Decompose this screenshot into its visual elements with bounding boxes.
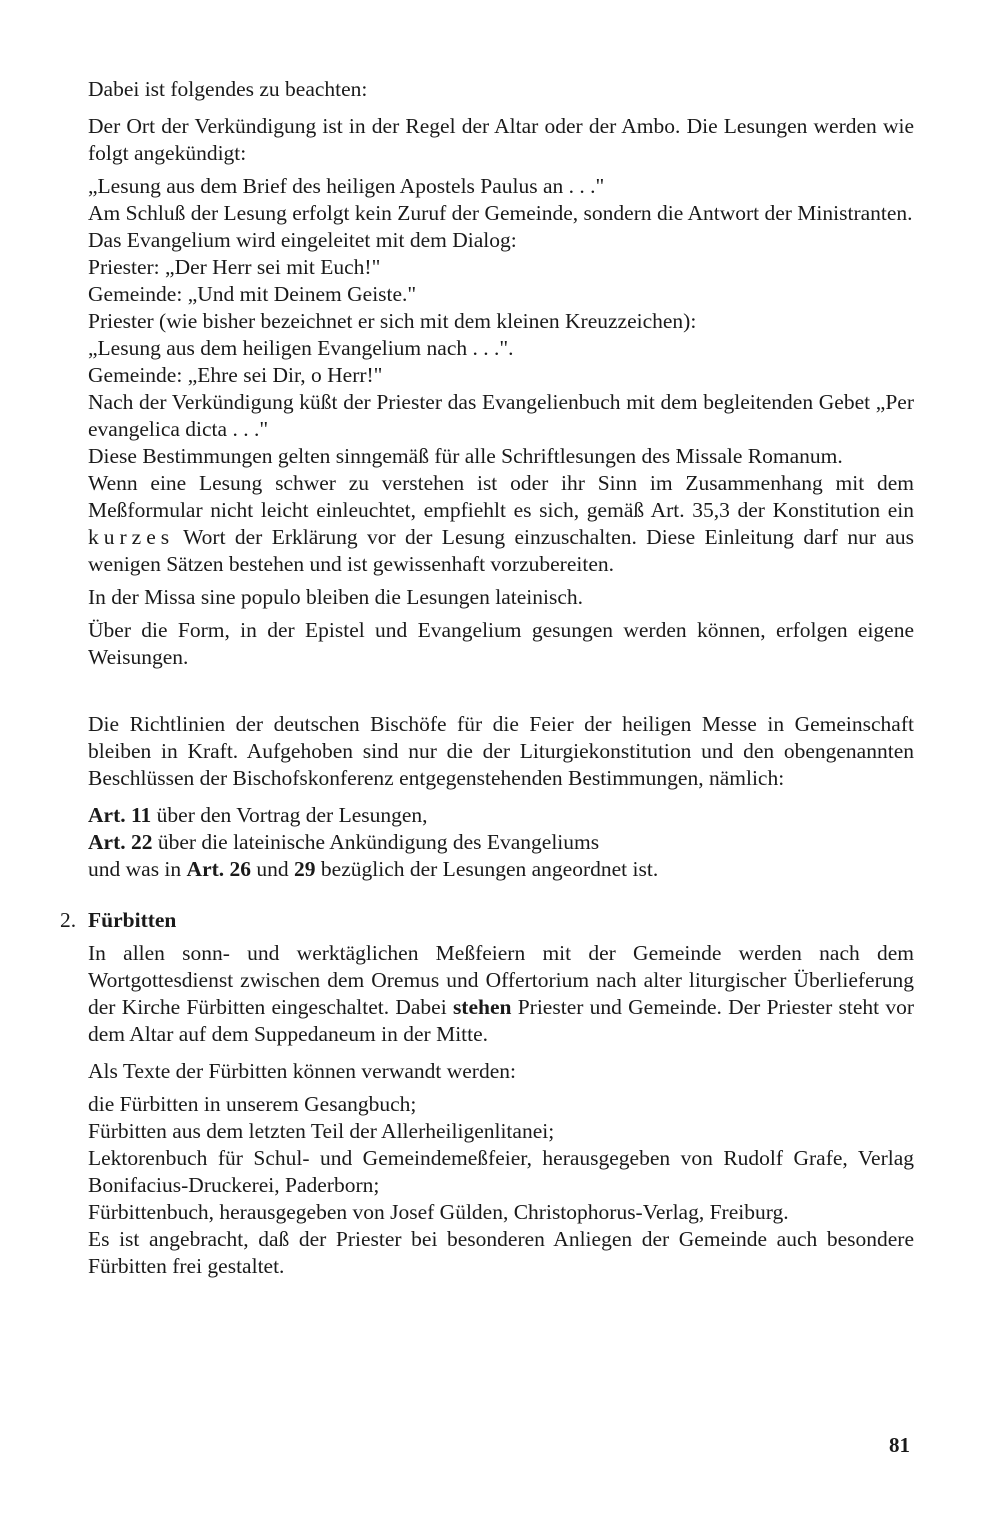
article-22 (88, 829, 914, 856)
article-line3-mid: und (251, 857, 295, 881)
list-item: Fürbittenbuch, herausgegeben von Josef Gülden, Christophorus-Verlag, Freiburg. (88, 1200, 789, 1224)
list-item: Lektorenbuch für Schul- und Gemeindemeßfeier, herausgegeben von Rudolf Grafe, Verlag Bonifacius-Druckerei, Paderborn; (88, 1146, 914, 1197)
evangelium-intro: Das Evangelium wird eingeleitet mit dem Dialog: (88, 228, 517, 252)
dialog-priester: Priester: „Der Herr sei mit Euch!" (88, 255, 381, 279)
article-11-label: Art. 11 (88, 803, 152, 827)
paragraph-fuerbitten (88, 940, 914, 1048)
list-item: die Fürbitten in unserem Gesangbuch; (88, 1092, 417, 1116)
fuerbitten-text-post: Priester und Gemeinde. Der Priester steht vor dem Altar auf dem Suppedaneum in der Mitte. (88, 995, 915, 1046)
article-line3-pre: und was in (88, 857, 187, 881)
article-22-label: Art. 22 (88, 830, 153, 854)
section-title: Fürbitten (88, 908, 177, 932)
wenn-spaced-word: kurzes (88, 525, 175, 549)
texte-intro: Als Texte der Fürbitten können verwandt werden: (88, 1059, 516, 1083)
section-heading-fuerbitten (60, 907, 914, 934)
article-line3-post: bezüglich der Lesungen angeordnet ist. (315, 857, 659, 881)
paragraph-ort: Der Ort der Verkündigung ist in der Regel der Altar oder der Ambo. Die Lesungen werden wie folgt angekündigt: (88, 114, 914, 165)
article-list (88, 802, 914, 883)
paragraph-form: Über die Form, in der Epistel und Evangelium gesungen werden können, erfolgen eigene Weisungen. (88, 618, 914, 669)
paragraph-kuss: Nach der Verkündigung küßt der Priester das Evangelienbuch mit dem begleitenden Gebet „Per evangelica dicta . . ." (88, 390, 914, 441)
paragraph-wenn (88, 470, 914, 578)
announcement-quote: „Lesung aus dem Brief des heiligen Apostels Paulus an . . ." (88, 174, 605, 198)
paragraph-richtlinien: Die Richtlinien der deutschen Bischöfe für die Feier der heiligen Messe in Gemeinschaft bleiben in Kraft. Aufgehoben sind nur die der Liturgiekonstitution und den obengenannten Beschlüssen der Bischofskonferenz entgegenstehenden Bestimmungen, nämlich: (88, 712, 914, 790)
article-22-text: über die lateinische Ankündigung des Evangeliums (152, 830, 600, 854)
article-26-label: Art. 26 (186, 857, 252, 881)
dialog-lesung: „Lesung aus dem heiligen Evangelium nach . . .". (88, 336, 514, 360)
wenn-text-post: Wort der Erklärung vor der Lesung einzuschalten. Diese Einleitung darf nur aus wenigen Sätzen bestehen und ist gewissenhaft vorzubereiten. (88, 525, 914, 576)
dialog-gemeinde-ehre: Gemeinde: „Ehre sei Dir, o Herr!" (88, 363, 383, 387)
article-11 (88, 802, 914, 829)
page-body (60, 76, 915, 1280)
fuerbitten-text-pre: In allen sonn- und werktäglichen Meßfeiern mit der Gemeinde werden nach dem Wortgottesdienst zwischen dem Oremus und Offertorium nach alter liturgischer Überlieferung der Kirche Fürbitten eingeschaltet. Dabei (88, 941, 914, 1019)
dialog-priester-kreuz: Priester (wie bisher bezeichnet er sich mit dem kleinen Kreuzzeichen): (88, 309, 697, 333)
paragraph-schluss: Am Schluß der Lesung erfolgt kein Zuruf der Gemeinde, sondern die Antwort der Ministranten. (88, 201, 913, 225)
article-11-text: über den Vortrag der Lesungen, (151, 803, 428, 827)
intro-line: Dabei ist folgendes zu beachten: (88, 77, 368, 101)
paragraph-missa: In der Missa sine populo bleiben die Lesungen lateinisch. (88, 585, 583, 609)
wenn-text-pre: Wenn eine Lesung schwer zu verstehen ist oder ihr Sinn im Zusammenhang mit dem Meßformular nicht leicht einleuchtet, empfiehlt es sich, gemäß Art. 35,3 der Konstitution ein (88, 471, 914, 522)
article-26-29 (88, 856, 914, 883)
list-item: Fürbitten aus dem letzten Teil der Allerheiligenlitanei; (88, 1119, 555, 1143)
dialog-gemeinde: Gemeinde: „Und mit Deinem Geiste." (88, 282, 417, 306)
paragraph-schluss-fuerbitten: Es ist angebracht, daß der Priester bei besonderen Anliegen der Gemeinde auch besondere Fürbitten frei gestaltet. (88, 1227, 914, 1278)
fuerbitten-bold-word: stehen (452, 995, 512, 1019)
section-number: 2. (60, 908, 77, 932)
article-29-label: 29 (294, 857, 316, 881)
page-number: 81 (889, 1433, 910, 1457)
paragraph-bestimmungen: Diese Bestimmungen gelten sinngemäß für alle Schriftlesungen des Missale Romanum. (88, 444, 843, 468)
